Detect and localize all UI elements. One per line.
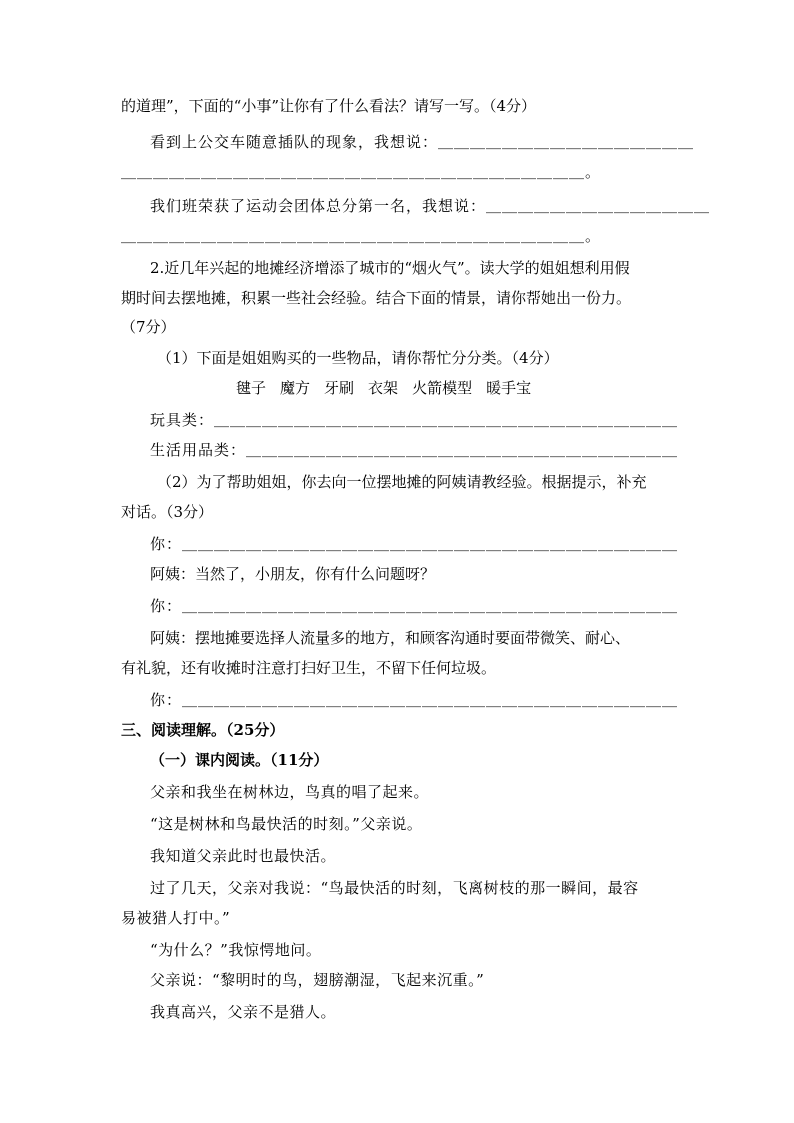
reading-paragraph-4-line1: 过了几天，父亲对我说：“鸟最快活的时刻，飞离树枝的那一瞬间，最容 — [150, 879, 639, 897]
item: 衣架 — [368, 379, 399, 397]
item: 魔方 — [280, 379, 311, 397]
reading-paragraph-6: 父亲说：“黎明时的鸟，翅膀潮湿，飞起来沉重。” — [150, 971, 485, 989]
answer-line-you-1[interactable]: 你：＿＿＿＿＿＿＿＿＿＿＿＿＿＿＿＿＿＿＿＿＿＿＿＿＿＿＿＿＿＿＿ — [150, 535, 679, 553]
answer-line-queue-cont[interactable]: ＿＿＿＿＿＿＿＿＿＿＿＿＿＿＿＿＿＿＿＿＿＿＿＿＿＿＿＿＿。 — [121, 163, 602, 181]
question-2-line1: 2.近几年兴起的地摊经济增添了城市的“烟火气”。读大学的姐姐想利用假 — [150, 259, 630, 277]
sub-question-2-line1: （2）为了帮助姐姐，你去向一位摆地摊的阿姨请教经验。根据提示，补充 — [157, 473, 647, 491]
answer-line-sports-cont[interactable]: ＿＿＿＿＿＿＿＿＿＿＿＿＿＿＿＿＿＿＿＿＿＿＿＿＿＿＿＿＿。 — [121, 227, 602, 245]
reading-paragraph-7: 我真高兴，父亲不是猎人。 — [150, 1003, 337, 1021]
answer-line-you-3[interactable]: 你：＿＿＿＿＿＿＿＿＿＿＿＿＿＿＿＿＿＿＿＿＿＿＿＿＿＿＿＿＿＿＿ — [150, 691, 679, 709]
question-2-score: （7分） — [121, 318, 176, 336]
answer-line-daily[interactable]: 生活用品类：＿＿＿＿＿＿＿＿＿＿＿＿＿＿＿＿＿＿＿＿＿＿＿＿＿＿＿ — [150, 441, 679, 459]
answer-line-you-2[interactable]: 你：＿＿＿＿＿＿＿＿＿＿＿＿＿＿＿＿＿＿＿＿＿＿＿＿＿＿＿＿＿＿＿ — [150, 597, 679, 615]
answer-line-queue[interactable]: 看到上公交车随意插队的现象，我想说：＿＿＿＿＿＿＿＿＿＿＿＿＿＿＿＿ — [150, 133, 695, 151]
reading-paragraph-3: 我知道父亲此时也最快活。 — [150, 847, 337, 865]
item: 火箭模型 — [412, 379, 473, 397]
sub-question-1: （1）下面是姐姐购买的一些物品，请你帮忙分分类。（4分） — [157, 349, 559, 367]
reading-paragraph-2: “这是树林和鸟最快活的时刻。”父亲说。 — [150, 815, 423, 833]
dialog-aunt-2-line2: 有礼貌，还有收摊时注意打扫好卫生，不留下任何垃圾。 — [121, 659, 497, 677]
question-continuation: 的道理”，下面的“小事”让你有了什么看法？请写一写。（4分） — [121, 97, 537, 115]
item: 毽子 — [236, 379, 267, 397]
section-3-title: 三、阅读理解。（25分） — [121, 721, 285, 739]
answer-line-sports[interactable]: 我们班荣获了运动会团体总分第一名，我想说：＿＿＿＿＿＿＿＿＿＿＿＿＿＿ — [150, 197, 711, 215]
dialog-aunt-2-line1: 阿姨：摆地摊要选择人流量多的地方，和顾客沟通时要面带微笑、耐心、 — [150, 629, 631, 647]
reading-paragraph-1: 父亲和我坐在树林边，鸟真的唱了起来。 — [150, 783, 430, 801]
reading-paragraph-4-line2: 易被猎人打中。” — [121, 909, 231, 927]
question-2-line2: 期时间去摆地摊，积累一些社会经验。结合下面的情景，请你帮她出一份力。 — [121, 289, 632, 307]
item: 牙刷 — [324, 379, 355, 397]
answer-line-toys[interactable]: 玩具类：＿＿＿＿＿＿＿＿＿＿＿＿＿＿＿＿＿＿＿＿＿＿＿＿＿＿＿＿＿ — [150, 411, 679, 429]
item: 暖手宝 — [486, 379, 532, 397]
section-3-part-1-title: （一）课内阅读。（11分） — [150, 751, 329, 769]
reading-paragraph-5: “为什么？”我惊愕地问。 — [150, 941, 322, 959]
sub-question-2-line2: 对话。（3分） — [121, 503, 214, 521]
dialog-aunt-1: 阿姨：当然了，小朋友，你有什么问题呀？ — [150, 565, 436, 583]
items-list — [236, 378, 794, 398]
